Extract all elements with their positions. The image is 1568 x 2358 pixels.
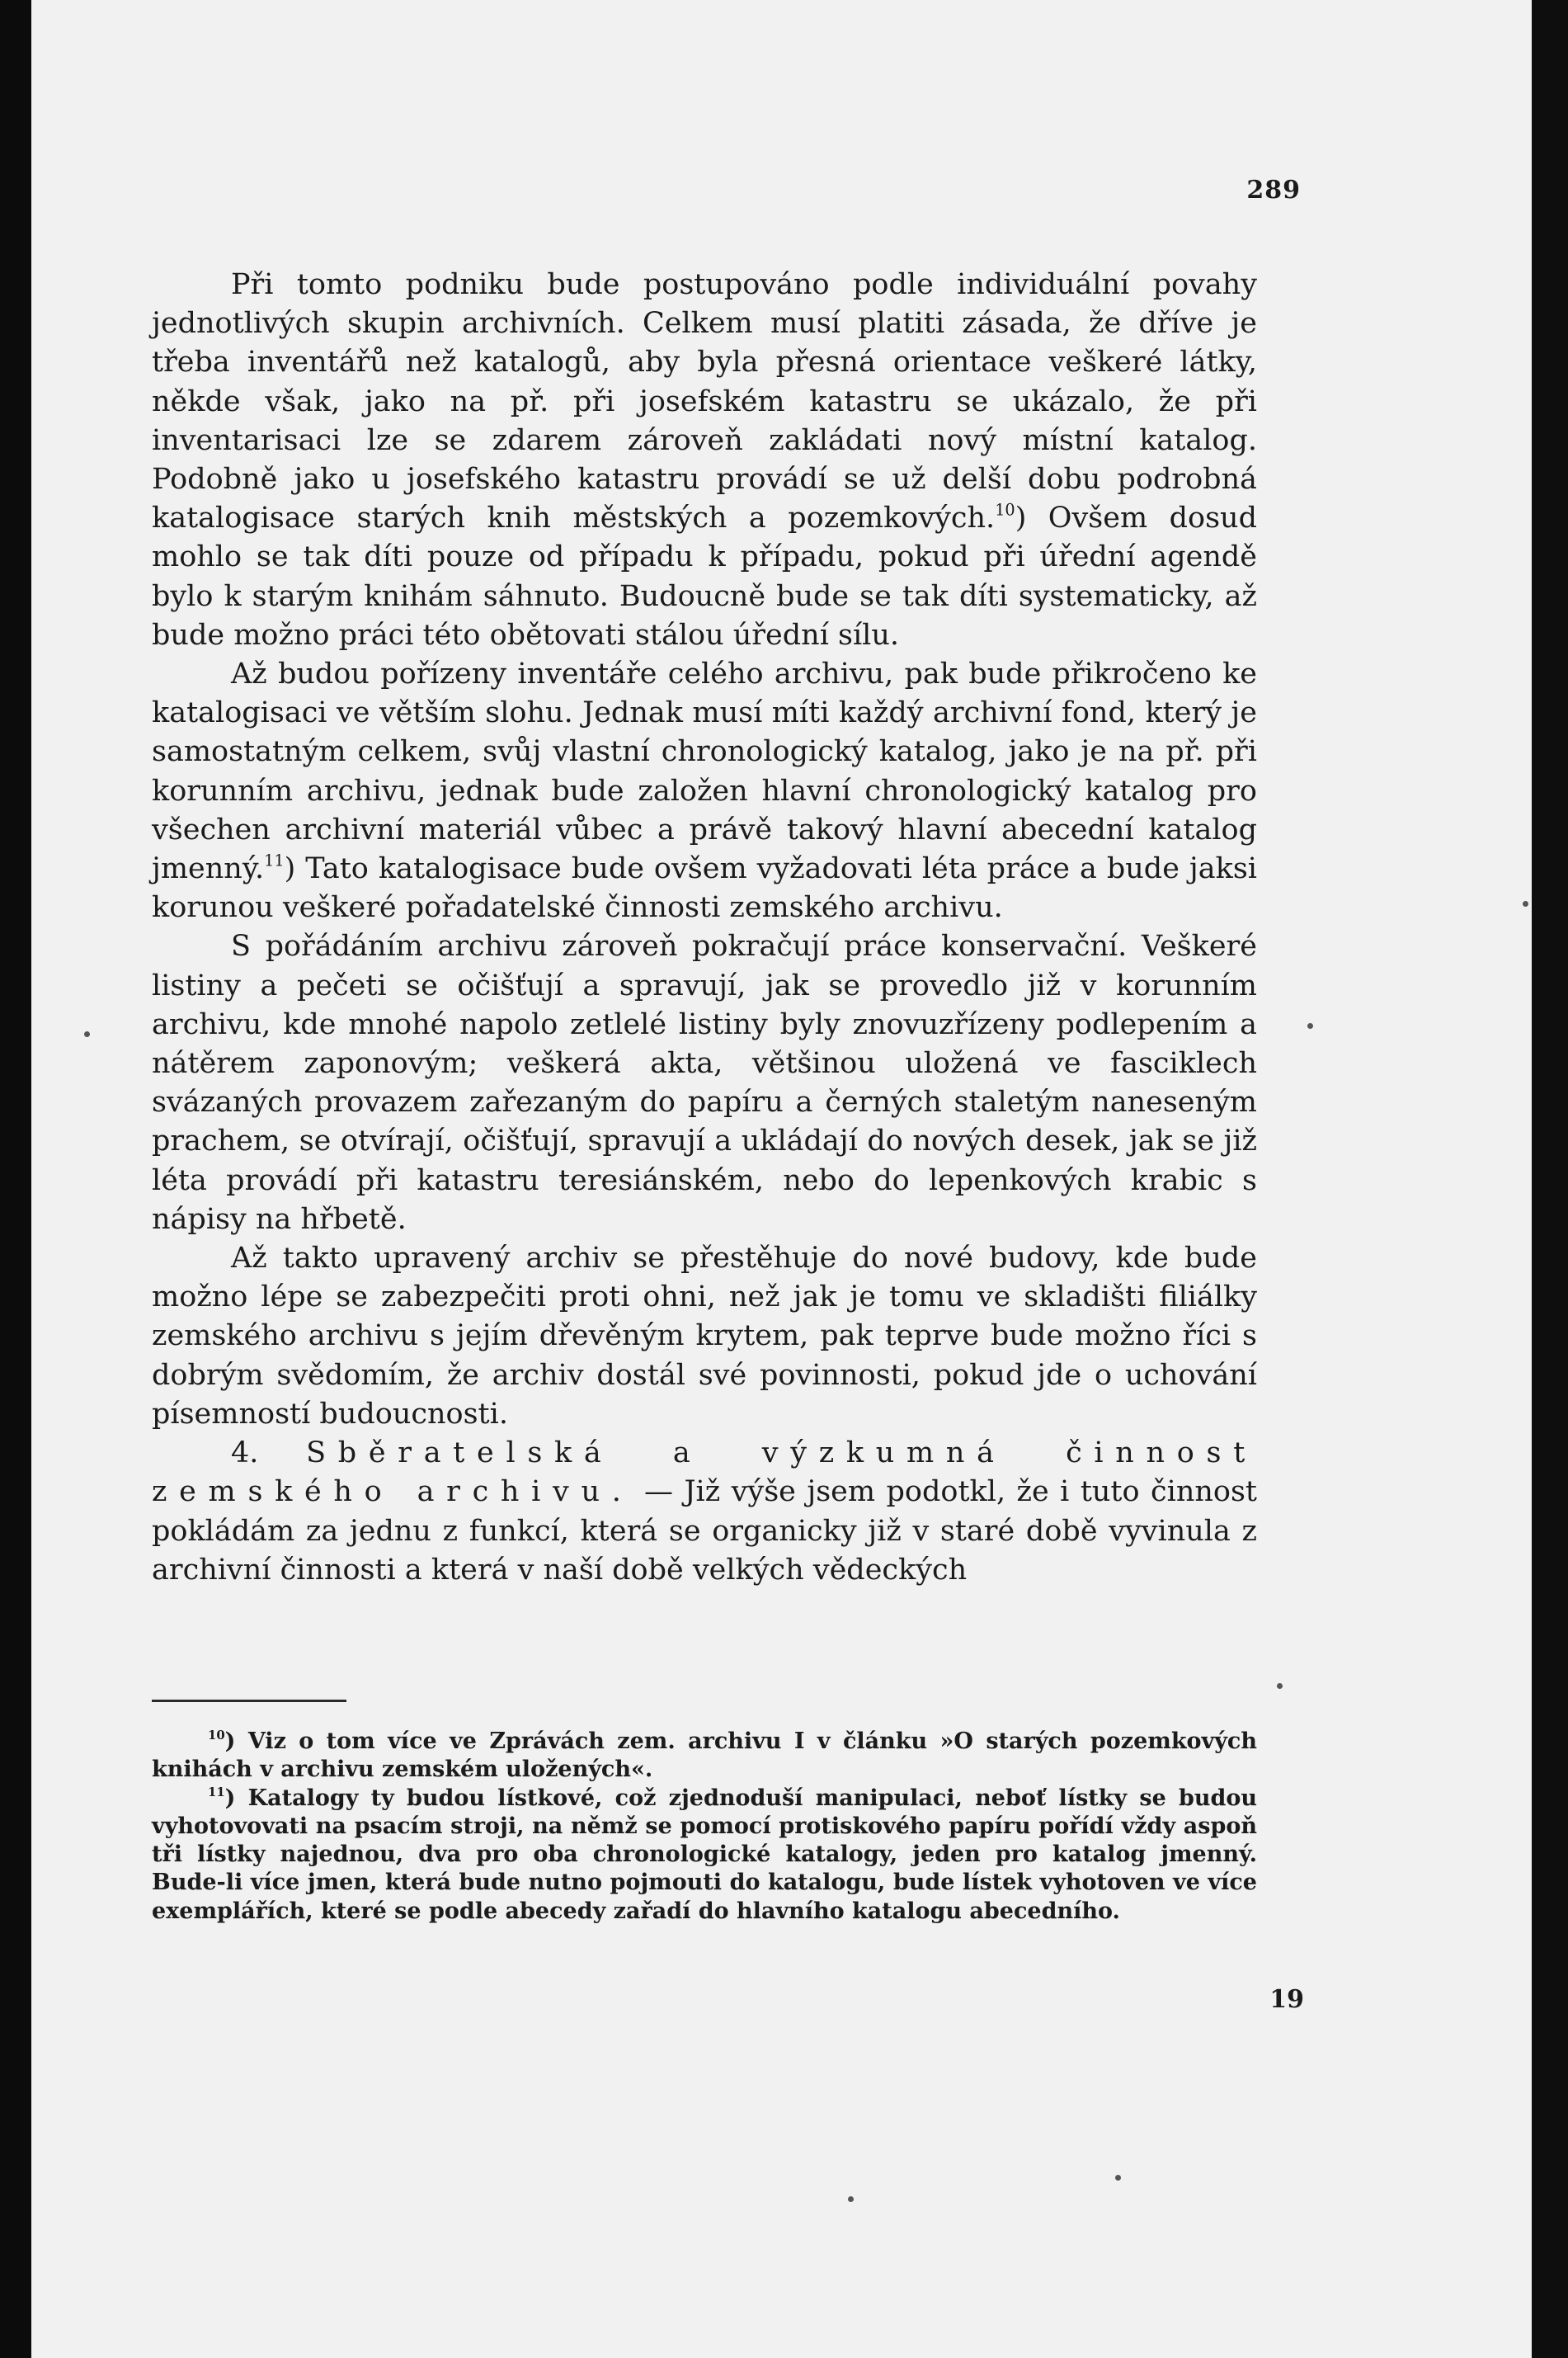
paragraph-1-tail: ) Ovšem dosud mohlo se tak díti pouze od případu k případu, pokud při úřední agendě bylo k starým knihám sáhnuto. Budoucně bude se tak díti systematicky, až bude možno práci této obětovati stálou úřední sílu. (152, 502, 1257, 652)
paragraph-3: S pořádáním archivu zároveň pokračují práce konservační. Veškeré listiny a pečeti se očišťují a spravují, jak se provedlo již v korunním archivu, kde mnohé napolo zetlelé listiny byly znovuzřízeny podlepením a nátěrem zaponovým; veškerá akta, většinou uložená ve fasciklech svázaných provazem zařezaným do papíru a černých staletým naneseným prachem, se otvírají, očišťují, spravují a ukládají do nových desek, jak se již léta provádí při katastru teresiánském, nebo do lepenkových krabic s nápisy na hřbetě. (152, 930, 1257, 1236)
paragraph-4: Až takto upravený archiv se přestěhuje do nové budovy, kde bude možno lépe se zabezpečiti proti ohni, než jak je tomu ve skladišti filiálky zemského archivu s jejím dřevěným krytem, pak teprve bude možno říci s dobrým svědomím, že archiv dostál své povinnosti, pokud jde o uchování písemností budoucnosti. (152, 1242, 1257, 1431)
main-text (152, 266, 1257, 1590)
signature-mark: 19 (1269, 1985, 1304, 2014)
scan-speck (848, 2196, 854, 2202)
scan-speck (1523, 901, 1528, 907)
section-number: 4. (231, 1436, 259, 1470)
footnote-number: 10 (208, 1727, 225, 1743)
scan-speck (84, 1031, 90, 1037)
paragraph-1 (152, 266, 1257, 655)
section-4-paragraph (152, 1434, 1257, 1590)
paragraph-1-text: Při tomto podniku bude postupováno podle individuální povahy jednotlivých skupin archivních. Celkem musí platiti zásada, že dříve je třeba inventářů než katalogů, aby byla přesná orientace veškeré látky, někde však, jako na př. při josefském katastru se ukázalo, že při inventarisaci lze se zdarem zároveň zakládati nový místní katalog. Podobně jako u josefského katastru provádí se už delší dobu podrobná katalogisace starých knih městských a pozemkových. (152, 268, 1257, 535)
footnote-text: ) Katalogy ty budou lístkové, což zjednoduší manipulaci, neboť lístky se budou vyhotovovati na psacím stroji, na němž se pomocí protiskového papíru pořídí vždy aspoň tři lístky najednou, dva pro oba chronologické katalogy, jeden pro katalog jmenný. Bude-li více jmen, která bude nutno pojmouti do katalogu, bude lístek vyhotoven ve více exemplářích, které se podle abecedy zařadí do hlavního katalogu abecedního. (152, 1785, 1257, 1924)
footnote-11 (152, 1785, 1257, 1926)
footnote-text: ) Viz o tom více ve Zprávách zem. archivu I v článku »O starých pozemkových knihách v archivu zemském uložených«. (152, 1728, 1257, 1783)
footnote-ref-10: 10 (995, 500, 1015, 520)
page-number: 289 (1246, 176, 1301, 205)
footnotes (152, 1728, 1257, 1926)
footnote-10 (152, 1728, 1257, 1785)
paragraph-2-text: Až budou pořízeny inventáře celého archivu, pak bude přikročeno ke katalogisaci ve větším slohu. Jednak musí míti každý archivní fond, který je samostatným celkem, svůj vlastní chronologický katalog, jako je na př. při korunním archivu, jednak bude založen hlavní chronologický katalog pro všechen archivní materiál vůbec a právě takový hlavní abecední katalog jmenný. (152, 658, 1257, 886)
section-4-text: — Již výše jsem podotkl, že i tuto činnost pokládám za jednu z funkcí, která se organicky již v staré době vyvinula z archivní činnosti a která v naší době velkých vědeckých (152, 1475, 1258, 1587)
footnote-divider (152, 1700, 346, 1702)
scan-speck (1277, 1683, 1283, 1689)
section-heading: Sběratelská a výzkumná činnost zemského archivu. (152, 1436, 1257, 1509)
scan-speck (1115, 2175, 1121, 2181)
footnote-number: 11 (208, 1784, 225, 1799)
scan-border-right (1532, 0, 1568, 2358)
scan-border-left (0, 0, 31, 2358)
paragraph-2 (152, 655, 1257, 927)
paragraph-2-tail: ) Tato katalogisace bude ovšem vyžadovati léta práce a bude jaksi korunou veškeré pořadatelské činnosti zemského archivu. (152, 852, 1257, 925)
book-page (31, 0, 1532, 2358)
footnote-ref-11: 11 (264, 851, 285, 870)
scan-speck (1307, 1023, 1313, 1029)
